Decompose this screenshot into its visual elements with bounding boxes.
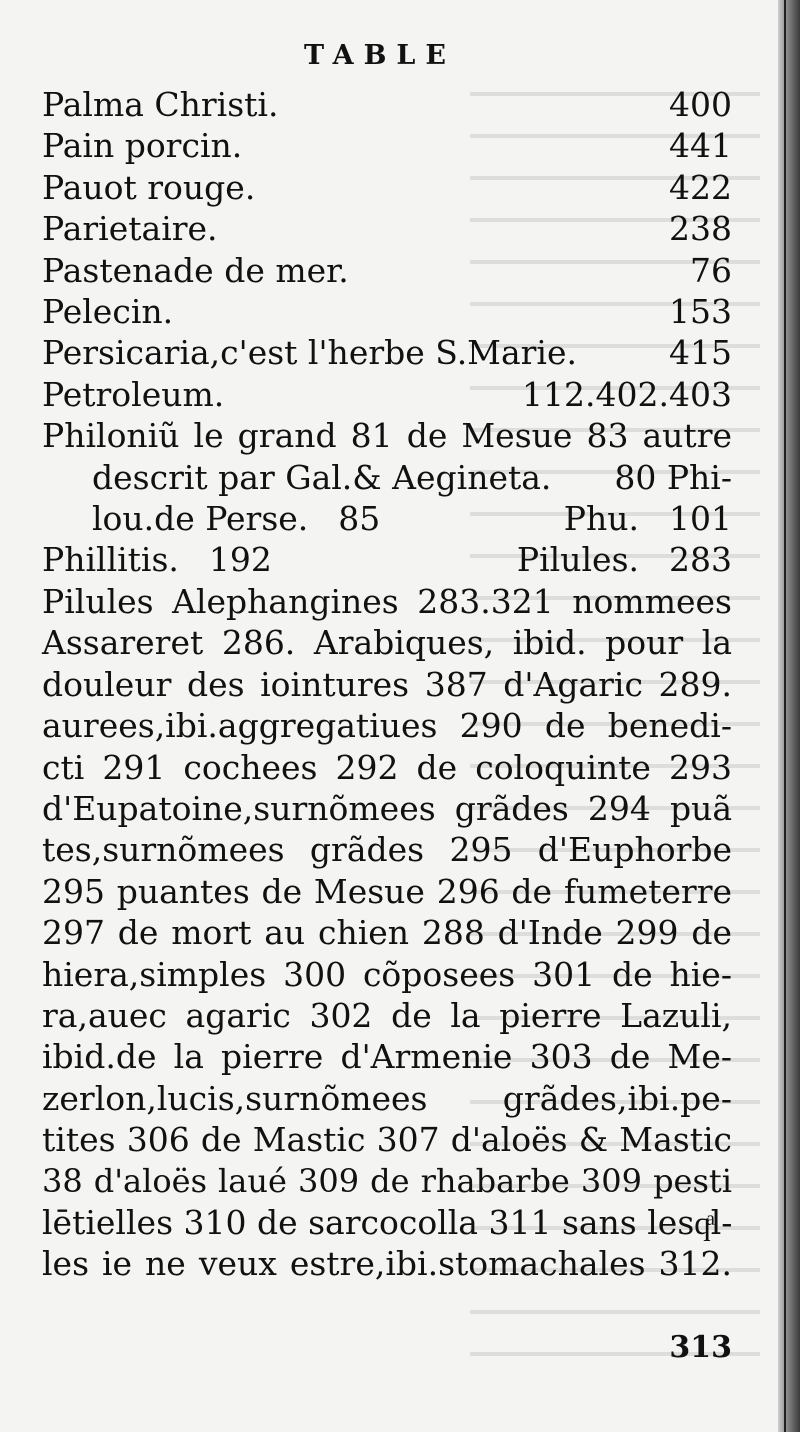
pilules-line: 295 puantes de Mesue 296 de fumeterre xyxy=(42,871,732,911)
entry-name: Pastenade de mer. xyxy=(42,250,349,290)
phillitis-line xyxy=(42,539,732,580)
index-entries xyxy=(42,84,732,1285)
text-segment xyxy=(92,498,380,539)
pilules-line: d'Eupatoine,surnõmees grãdes 294 puã xyxy=(42,788,732,828)
text-segment: Phillitis. xyxy=(42,540,179,580)
pilules-line: aurees,ibi.aggregatiues 290 de benedi- xyxy=(42,706,732,746)
pilules-line: douleur des iointures 387 d'Agaric 289. xyxy=(42,664,732,704)
index-entry xyxy=(42,332,732,373)
pilules-line: tites 306 de Mastic 307 d'aloës & Mastic xyxy=(42,1120,732,1160)
pilules-line: tes,surnõmees grãdes 295 d'Euphorbe xyxy=(42,830,732,870)
index-entry xyxy=(42,374,732,415)
index-entry xyxy=(42,250,732,291)
entry-name: Pelecin. xyxy=(42,292,174,332)
page-gutter-edge xyxy=(778,0,800,1432)
entry-page: 441 xyxy=(669,126,732,166)
text-segment xyxy=(564,498,732,539)
entry-name: Petroleum. xyxy=(42,374,225,414)
pilules-line: zerlon,lucis,surnõmees grãdes,ibi.pe- xyxy=(42,1078,732,1118)
entry-name: Persicaria,c'est l'herbe S.Marie. xyxy=(42,333,577,373)
pilules-line: hiera,simples 300 cõposees 301 de hie- xyxy=(42,954,732,994)
pilules-line: lētielles 310 de sarcocolla 311 sans lesqͣl- xyxy=(42,1202,733,1242)
pilules-line: Assareret 286. Arabiques, ibid. pour la xyxy=(42,623,732,663)
philonium-line xyxy=(42,498,732,539)
entry-name: Parietaire. xyxy=(42,209,218,249)
pilules-line: les ie ne veux estre,ibi.stomachales 312. xyxy=(42,1244,732,1284)
text-segment: 101 xyxy=(669,499,732,539)
pilules-line: ibid.de la pierre d'Armenie 303 de Me- xyxy=(42,1037,732,1077)
entry-page: 153 xyxy=(669,292,732,332)
entry-page: 238 xyxy=(669,209,732,249)
entry-name: Pauot rouge. xyxy=(42,167,256,207)
index-entry xyxy=(42,208,732,249)
index-entry xyxy=(42,125,732,166)
text-segment: Phu. xyxy=(563,499,639,539)
entry-page: 112.402.403 xyxy=(522,374,732,414)
pilules-line: Pilules Alephangines 283.321 nommees xyxy=(42,581,732,621)
entry-page: 76 xyxy=(690,250,732,290)
text-segment: 283 xyxy=(669,540,732,580)
page-number: 313 xyxy=(669,1330,732,1365)
index-entry xyxy=(42,291,732,332)
text-segment: Pilules. xyxy=(516,540,639,580)
pilules-line: 38 d'aloës laué 309 de rhabarbe 309 pesti xyxy=(42,1161,732,1200)
index-entry xyxy=(42,167,732,208)
entry-page: 415 xyxy=(669,333,732,373)
entry-name: Palma Christi. xyxy=(42,85,279,124)
text-segment: 85 xyxy=(338,499,381,539)
text-segment: 80 Phi- xyxy=(614,457,732,497)
entry-page: 422 xyxy=(669,167,732,207)
running-header: TABLE xyxy=(304,40,456,71)
entry-page: 400 xyxy=(669,85,732,124)
philonium-line: Philoniũ le grand 81 de Mesue 83 autre xyxy=(42,416,732,456)
text-segment xyxy=(517,539,732,580)
text-segment xyxy=(42,539,272,580)
philonium-line xyxy=(42,457,732,498)
text-segment: 192 xyxy=(208,540,272,580)
entry-name: Pain porcin. xyxy=(42,126,243,166)
text-segment: lou.de Perse. xyxy=(92,499,309,539)
pilules-line: 297 de mort au chien 288 d'Inde 299 de xyxy=(42,913,732,953)
text-segment: descrit par Gal.& Aegineta. xyxy=(92,457,552,497)
pilules-line: ra,auec agaric 302 de la pierre Lazuli, xyxy=(42,995,732,1035)
index-entry xyxy=(42,84,732,125)
pilules-line: cti 291 cochees 292 de coloquinte 293 xyxy=(42,747,732,787)
